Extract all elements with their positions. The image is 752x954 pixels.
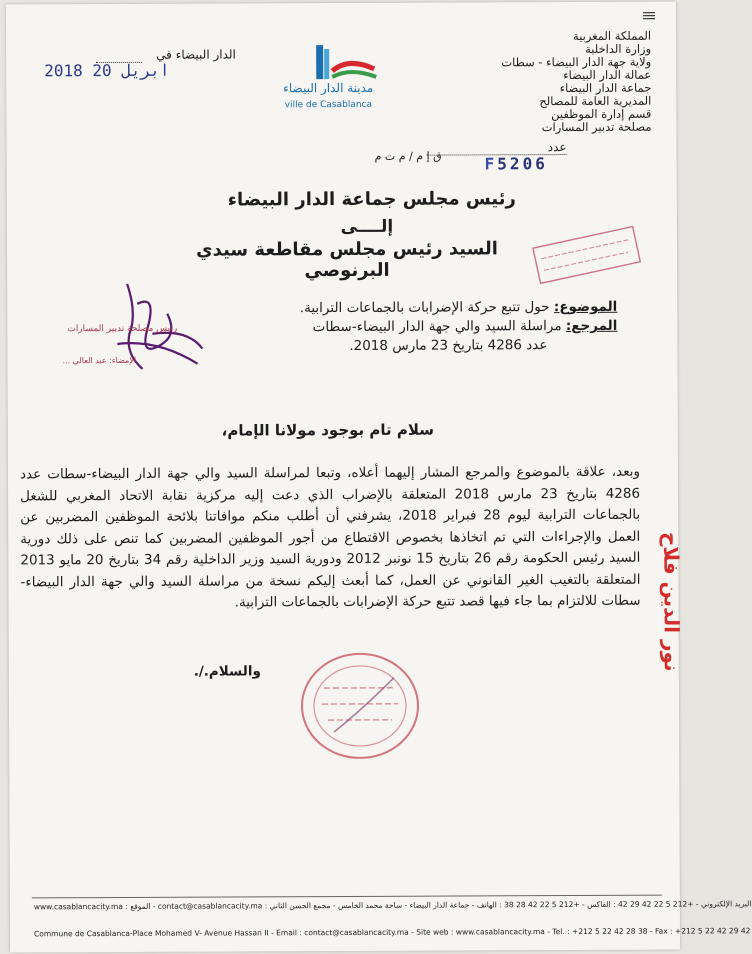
reference-label: عدد <box>547 140 567 155</box>
signature-stamp-name: الإمضاء: عبد العالي ... <box>62 355 137 366</box>
header-line: المملكة المغربية <box>572 28 652 43</box>
subject-block <box>137 298 617 357</box>
official-round-stamp <box>294 648 425 769</box>
header-line: قسم إدارة الموظفين <box>551 106 652 122</box>
handwritten-side-name-text: نور الدين فلاح <box>659 531 684 672</box>
date-label: الدار البيضاء في <box>156 47 236 62</box>
letter-page <box>6 2 752 953</box>
reference-number <box>485 154 548 173</box>
footer-french: Commune de Casablanca-Place Mohamed V- Avenue Hassan II - Email : contact@casablancacity.ma - Site web : www.casablancacity.ma - Tel. : +212 5 22 42 28 38 - Fax : +212 5 22 42 29 42 <box>33 926 751 939</box>
logo-french-text: ville de Casablanca <box>284 99 373 111</box>
footer-divider <box>32 895 662 899</box>
reference-code: ق إ م / م ت م <box>374 149 442 163</box>
issuer-header <box>441 30 651 135</box>
closing: والسلام./. <box>193 663 261 680</box>
header-line: المديرية العامة للمصالح <box>539 93 652 109</box>
sender-title: رئيس مجلس جماعة الدار البيضاء <box>227 188 516 211</box>
header-line: ولاية جهة الدار البيضاء - سطات <box>501 54 652 70</box>
handwritten-side-name <box>637 531 684 902</box>
subject-text: حول تتبع حركة الإضرابات بالجماعات الترابية. <box>299 299 550 317</box>
pink-received-stamp <box>532 227 642 287</box>
corner-mark <box>642 12 656 20</box>
header-line: جماعة الدار البيضاء <box>559 80 652 96</box>
header-line: مصلحة تدبير المسارات <box>541 119 652 135</box>
header-line: وزارة الداخلية <box>585 41 652 56</box>
footer-arabic: www.casablancacity.ma : الموقع - contact@casablancacity.ma : البريد الإلكتروني - +212 5 22 42 29 42 : الفاكس - +212 5 22 42 28 38 : الهاتف - جماعة الدار البيضاء - ساحة محمد الخامس - مجمع الحسن الثاني <box>33 899 752 912</box>
reference-subject-label: المرجع: <box>565 317 618 335</box>
header-line: عمالة الدار البيضاء <box>563 67 652 83</box>
subject-label: الموضوع: <box>553 298 618 316</box>
date-handwritten: 2018 ابريل 20 <box>44 60 170 81</box>
reference-subject-text-2: عدد 4286 بتاريخ 23 مارس 2018. <box>349 337 548 354</box>
greeting: سلام تام بوجود مولانا الإمام، <box>221 420 435 440</box>
reference-subject-text: مراسلة السيد والي جهة الدار البيضاء-سطات <box>312 318 562 336</box>
logo-arabic-text: مدينة الدار البيضاء <box>283 80 374 96</box>
letter-body: وبعد، علاقة بالموضوع والمرجع المشار إليهما أعلاه، وتبعا لمراسلة السيد والي جهة الدار البيضاء-سطات عدد 4286 بتاريخ 23 مارس 2018 المتعلقة بالإضراب الذي دعت إليه مركزية نقابة الاتحاد المغربي للشغل بالجماعات الترابية ليوم 28 فبراير 2018، يشرفني أن أطلب منكم موافاتنا بلائحة الموظفين المضربين عن العمل والإجراءات التي تم اتخاذها بخصوص الاقتطاع من أجور الموظفين المضربين كما تنص على ذلك دورية السيد رئيس الحكومة رقم 26 بتاريخ 15 نونبر 2012 ودورية السيد وزير الداخلية رقم 34 بتاريخ 20 مايو 2013 المتعلقة بالتغيب الغير القانوني عن العمل، كما أبعث إليكم نسخة من مراسلة السيد والي جهة الدار البيضاء-سطات للالتزام بما جاء فيها قصد تتبع حركة الإضرابات بالجماعات الترابية. <box>19 463 641 611</box>
recipient-title: السيد رئيس مجلس مقاطعة سيدي البرنوصي <box>196 238 498 282</box>
reference-prefix: F <box>484 154 498 174</box>
to-word: إلــــى <box>340 216 394 238</box>
signature-stamp-title: رئيس مصلحة تدبير المسارات <box>67 323 178 335</box>
reference-digits: 5206 <box>497 154 548 174</box>
